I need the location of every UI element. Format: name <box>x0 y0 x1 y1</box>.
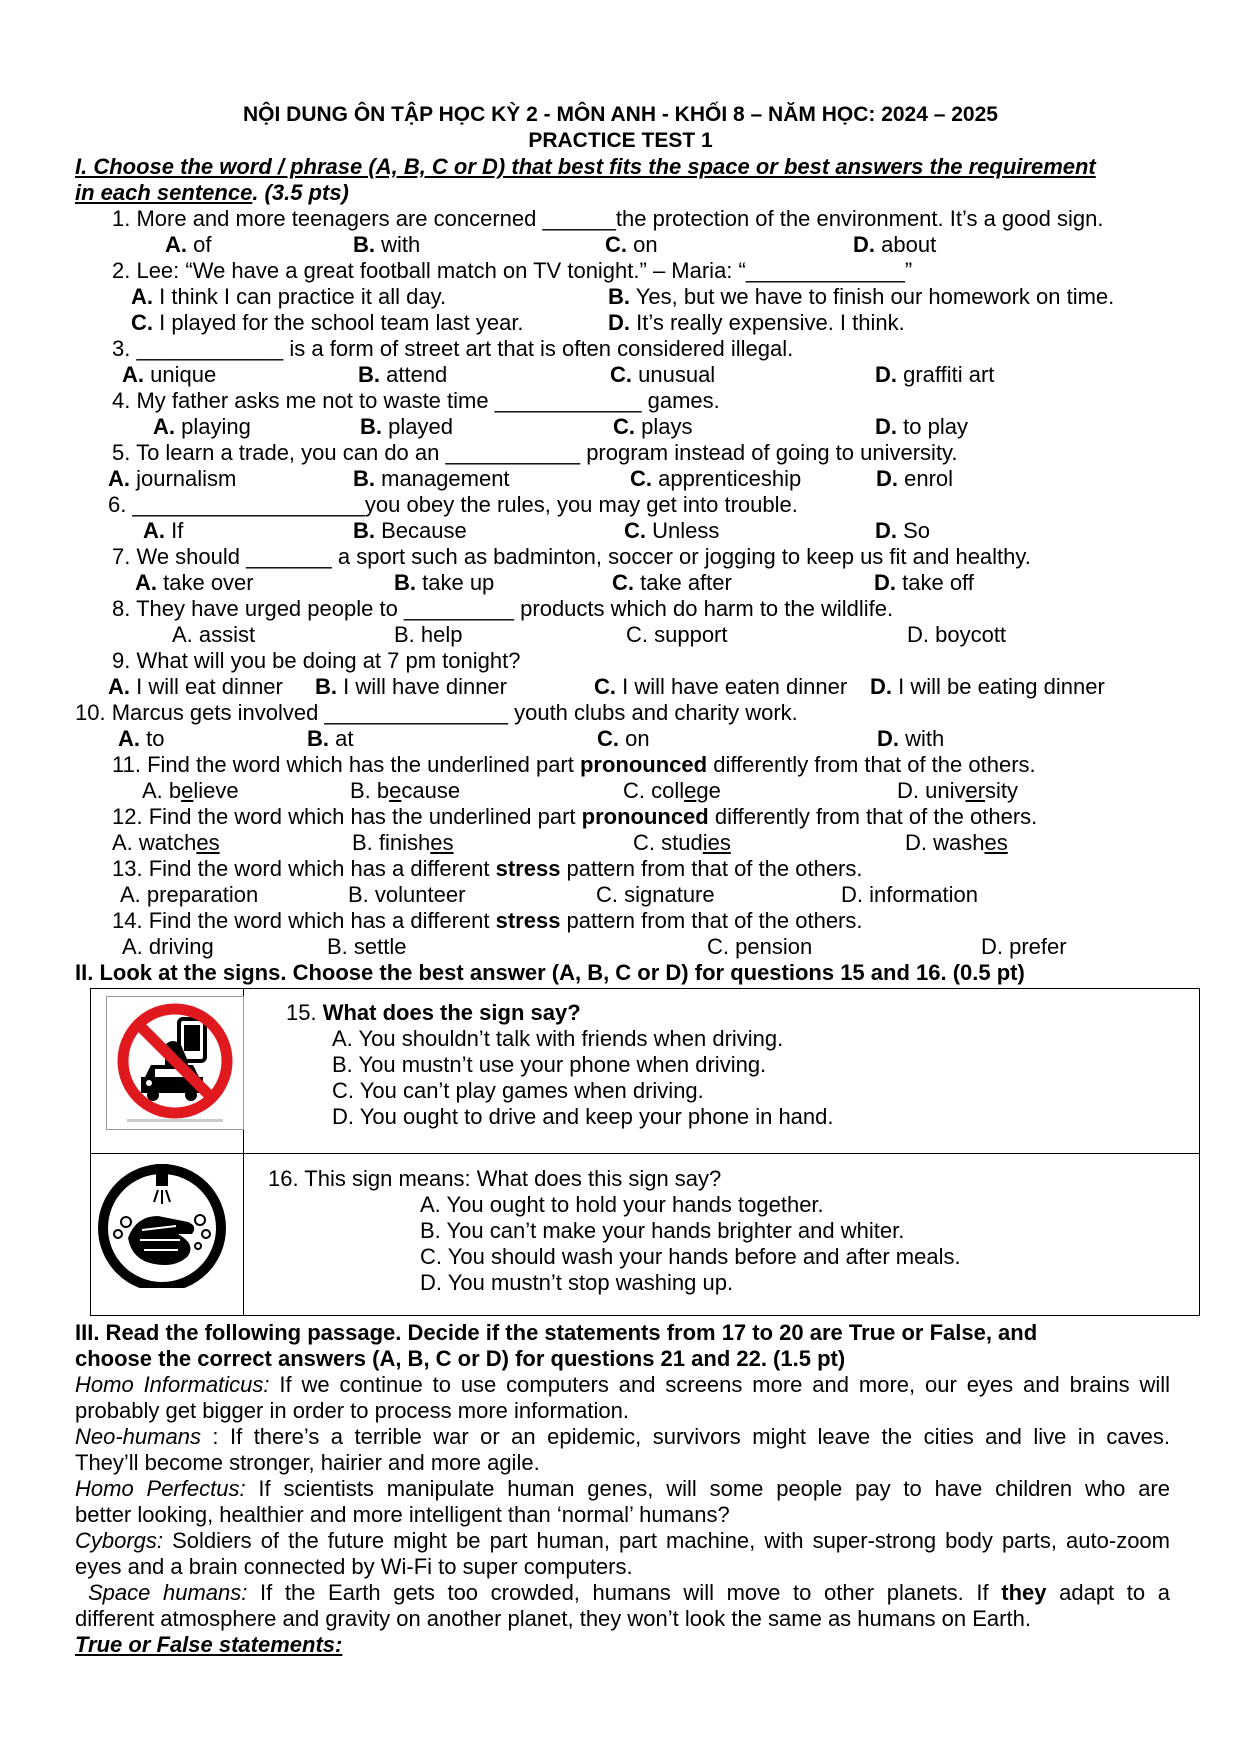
q12-stem: 12. Find the word which has the underlined part pronounced differently from that of the others. <box>112 804 1038 829</box>
q1-option-b[interactable]: B. with <box>353 232 421 257</box>
wash-hands-sign <box>92 1160 236 1288</box>
q7-option-c[interactable]: C. take after <box>612 570 732 595</box>
section3-title: III. Read the following passage. Decide if the statements from 17 to 20 are True or False, and <box>75 1320 1038 1345</box>
q15-stem: 15. What does the sign say? <box>286 1000 581 1025</box>
passage-homo-informaticus: Homo Informaticus: If we continue to use computers and screens more and more, our eyes and brains will <box>75 1372 1171 1397</box>
q13-option-d[interactable]: D. information <box>841 882 978 907</box>
q2-option-a[interactable]: A. I think I can practice it all day. <box>131 284 447 309</box>
q11-option-a[interactable]: A. believe <box>142 778 239 803</box>
passage-cyborgs: Cyborgs: Soldiers of the future might be part human, part machine, with super-strong body parts, auto-zoom <box>75 1528 1170 1553</box>
section1-title: I. Choose the word / phrase (A, B, C or D) that best fits the space or best answers the requirement <box>75 154 1096 179</box>
wash-hands-icon <box>92 1160 236 1288</box>
q6-stem: 6. ___________________you obey the rules, you may get into trouble. <box>108 492 798 517</box>
q16-option-d[interactable]: D. You mustn’t stop washing up. <box>420 1270 734 1295</box>
q13-option-b[interactable]: B. volunteer <box>348 882 466 907</box>
q1-option-c[interactable]: C. on <box>605 232 658 257</box>
q8-option-c[interactable]: C. support <box>626 622 728 647</box>
q10-option-c[interactable]: C. on <box>597 726 650 751</box>
q12-option-a[interactable]: A. watches <box>112 830 220 855</box>
passage-space-humans: Space humans: If the Earth gets too crowded, humans will move to other planets. If they adapt to a <box>88 1580 1170 1605</box>
q10-option-d[interactable]: D. with <box>877 726 945 751</box>
passage-neo-humans-cont: They’ll become stronger, hairier and more agile. <box>75 1450 540 1475</box>
q5-option-c[interactable]: C. apprenticeship <box>630 466 802 491</box>
q5-option-a[interactable]: A. journalism <box>108 466 237 491</box>
q14-option-d[interactable]: D. prefer <box>981 934 1067 959</box>
q5-option-d[interactable]: D. enrol <box>876 466 954 491</box>
q6-option-d[interactable]: D. So <box>875 518 931 543</box>
q8-stem: 8. They have urged people to _________ products which do harm to the wildlife. <box>112 596 894 621</box>
q1-option-d[interactable]: D. about <box>853 232 937 257</box>
q14-option-c[interactable]: C. pension <box>707 934 813 959</box>
q16-option-c[interactable]: C. You should wash your hands before and after meals. <box>420 1244 961 1269</box>
q8-option-a[interactable]: A. assist <box>172 622 256 647</box>
q15-option-a[interactable]: A. You shouldn’t talk with friends when driving. <box>332 1026 784 1051</box>
q4-option-c[interactable]: C. plays <box>613 414 693 439</box>
q11-option-d[interactable]: D. university <box>897 778 1019 803</box>
q6-option-a[interactable]: A. If <box>143 518 184 543</box>
section3-title-cont: choose the correct answers (A, B, C or D) for questions 21 and 22. (1.5 pt) <box>75 1346 846 1371</box>
q9-option-c[interactable]: C. I will have eaten dinner <box>594 674 848 699</box>
page-title: NỘI DUNG ÔN TẬP HỌC KỲ 2 - MÔN ANH - KHỐI 8 – NĂM HỌC: 2024 – 2025 <box>243 103 998 126</box>
q4-stem: 4. My father asks me not to waste time ____________ games. <box>112 388 720 413</box>
q1-option-a[interactable]: A. of <box>165 232 212 257</box>
q5-option-b[interactable]: B. management <box>353 466 510 491</box>
q15-option-d[interactable]: D. You ought to drive and keep your phone in hand. <box>332 1104 834 1129</box>
true-false-heading: True or False statements: <box>75 1632 343 1657</box>
q8-option-b[interactable]: B. help <box>394 622 463 647</box>
q10-option-b[interactable]: B. at <box>307 726 354 751</box>
q14-stem: 14. Find the word which has a different stress pattern from that of the others. <box>112 908 863 933</box>
q13-option-a[interactable]: A. preparation <box>120 882 259 907</box>
q16-option-a[interactable]: A. You ought to hold your hands together. <box>420 1192 824 1217</box>
q2-option-b[interactable]: B. Yes, but we have to finish our homework on time. <box>608 284 1115 309</box>
q11-option-c[interactable]: C. college <box>623 778 721 803</box>
q11-option-b[interactable]: B. because <box>350 778 461 803</box>
section2-title: II. Look at the signs. Choose the best answer (A, B, C or D) for questions 15 and 16. (0.5 pt) <box>75 960 1025 985</box>
section1-title-cont: in each sentence. (3.5 pts) <box>75 180 349 205</box>
q10-option-a[interactable]: A. to <box>118 726 165 751</box>
q3-option-c[interactable]: C. unusual <box>610 362 716 387</box>
q12-option-b[interactable]: B. finishes <box>352 830 454 855</box>
q4-option-b[interactable]: B. played <box>360 414 453 439</box>
q8-option-d[interactable]: D. boycott <box>907 622 1007 647</box>
q3-stem: 3. ____________ is a form of street art that is often considered illegal. <box>112 336 794 361</box>
no-phone-driving-icon <box>107 997 243 1129</box>
q7-stem: 7. We should _______ a sport such as badminton, soccer or jogging to keep us fit and healthy. <box>112 544 1031 569</box>
q7-option-d[interactable]: D. take off <box>874 570 974 595</box>
q1-stem: 1. More and more teenagers are concerned ______the protection of the environment. It’s a good sign. <box>112 206 1104 231</box>
q3-option-b[interactable]: B. attend <box>358 362 448 387</box>
q6-option-b[interactable]: B. Because <box>353 518 467 543</box>
q3-option-a[interactable]: A. unique <box>122 362 217 387</box>
q12-option-c[interactable]: C. studies <box>633 830 731 855</box>
passage-homo-perfectus-cont: better looking, healthier and more intelligent than ‘normal’ humans? <box>75 1502 730 1527</box>
q7-option-b[interactable]: B. take up <box>394 570 495 595</box>
q5-stem: 5. To learn a trade, you can do an ___________ program instead of going to university. <box>112 440 958 465</box>
q7-option-a[interactable]: A. take over <box>135 570 254 595</box>
q4-option-a[interactable]: A. playing <box>153 414 251 439</box>
passage-neo-humans: Neo-humans : If there’s a terrible war or an epidemic, survivors might leave the cities and live in caves. <box>75 1424 1170 1449</box>
q6-option-c[interactable]: C. Unless <box>624 518 720 543</box>
no-phone-driving-sign-frame <box>106 996 244 1130</box>
q16-option-b[interactable]: B. You can’t make your hands brighter and whiter. <box>420 1218 905 1243</box>
q2-stem: 2. Lee: “We have a great football match on TV tonight.” – Maria: “_____________” <box>112 258 913 283</box>
q14-option-b[interactable]: B. settle <box>327 934 407 959</box>
q4-option-d[interactable]: D. to play <box>875 414 968 439</box>
q15-option-b[interactable]: B. You mustn’t use your phone when driving. <box>332 1052 767 1077</box>
q15-option-c[interactable]: C. You can’t play games when driving. <box>332 1078 704 1103</box>
q10-stem: 10. Marcus gets involved _______________ youth clubs and charity work. <box>75 700 798 725</box>
page-subtitle: PRACTICE TEST 1 <box>528 129 713 152</box>
q2-option-c[interactable]: C. I played for the school team last year. <box>131 310 524 335</box>
q2-option-d[interactable]: D. It’s really expensive. I think. <box>608 310 905 335</box>
passage-homo-informaticus-cont: probably get bigger in order to process more information. <box>75 1398 629 1423</box>
passage-cyborgs-cont: eyes and a brain connected by Wi-Fi to super computers. <box>75 1554 633 1579</box>
q9-stem: 9. What will you be doing at 7 pm tonight? <box>112 648 521 673</box>
passage-space-humans-cont: different atmosphere and gravity on another planet, they won’t look the same as humans on Earth. <box>75 1606 1031 1631</box>
q13-option-c[interactable]: C. signature <box>596 882 715 907</box>
q14-option-a[interactable]: A. driving <box>122 934 214 959</box>
q13-stem: 13. Find the word which has a different stress pattern from that of the others. <box>112 856 863 881</box>
q9-option-a[interactable]: A. I will eat dinner <box>108 674 283 699</box>
q3-option-d[interactable]: D. graffiti art <box>875 362 995 387</box>
q16-stem: 16. This sign means: What does this sign say? <box>268 1166 722 1191</box>
q11-stem: 11. Find the word which has the underlined part pronounced differently from that of the others. <box>112 752 1036 777</box>
passage-homo-perfectus: Homo Perfectus: If scientists manipulate human genes, will some people pay to have children who are <box>75 1476 1170 1501</box>
q9-option-d[interactable]: D. I will be eating dinner <box>870 674 1105 699</box>
q9-option-b[interactable]: B. I will have dinner <box>315 674 507 699</box>
q12-option-d[interactable]: D. washes <box>905 830 1008 855</box>
signs-table-divider <box>90 1153 1199 1154</box>
